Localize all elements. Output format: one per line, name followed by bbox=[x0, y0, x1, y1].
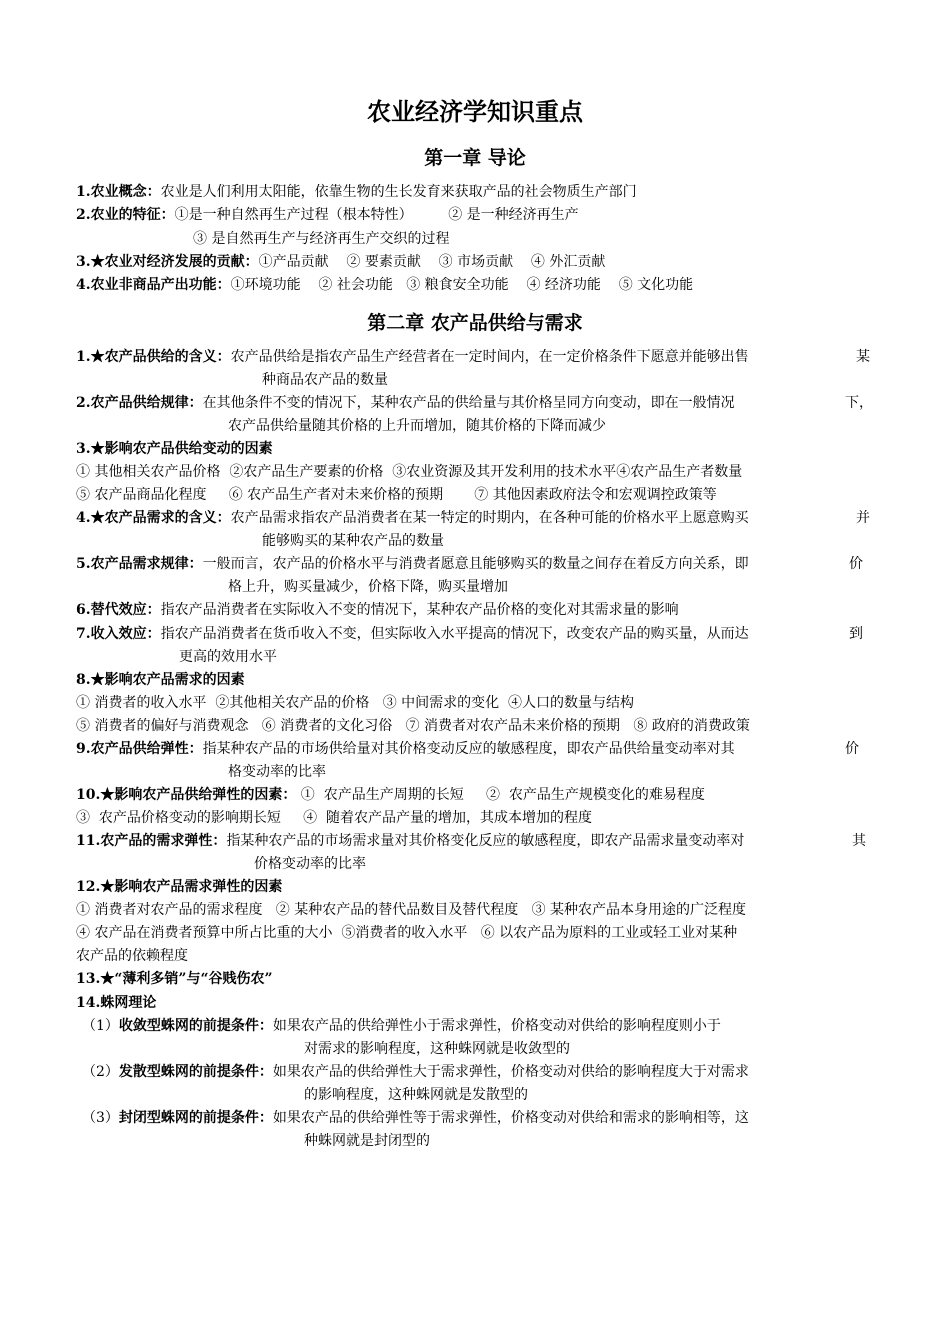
item-supply-elasticity-cont: 格变动率的比率 bbox=[228, 764, 326, 780]
item-demand-meaning: 4.★农产品需求的含义：农产品需求指农产品消费者在某一特定的时期内，在各种可能的价格水平上愿意购买 bbox=[76, 510, 749, 526]
item-cobweb-divergent: （2）发散型蛛网的前提条件：如果农产品的供给弹性大于需求弹性，价格变动对供给的影响程度大于对需求 bbox=[82, 1064, 749, 1080]
item-supply-elasticity-factors-line2: ③ 农产品价格变动的影响期长短 ④ 随着农产品产量的增加，其成本增加的程度 bbox=[76, 810, 593, 826]
item-demand-elasticity: 11.农产品的需求弹性：指某种农产品的市场需求量对其价格变化反应的敏感程度，即农产品需求量变动率对 bbox=[76, 833, 745, 849]
chapter-2-heading: 第二章 农产品供给与需求 bbox=[367, 312, 583, 334]
item-supply-elasticity-factors: 10.★影响农产品供给弹性的因素： ① 农产品生产周期的长短 ② 农产品生产规模变化的难易程度 bbox=[76, 787, 705, 803]
item-supply-factors-line2: ⑤ 农产品商品化程度 ⑥ 农产品生产者对未来价格的预期 ⑦ 其他因素政府法令和宏观调控政策等 bbox=[76, 487, 717, 503]
item-non-commodity-functions: 4.农业非商品产出功能：①环境功能 ② 社会功能 ③ 粮食安全功能 ④ 经济功能 ⑤ 文化功能 bbox=[76, 277, 694, 293]
chapter-1-heading: 第一章 导论 bbox=[424, 147, 526, 169]
item-agri-concept: 1.农业概念：农业是人们利用太阳能，依靠生物的生长发育来获取产品的社会物质生产部门 bbox=[76, 184, 637, 200]
item-demand-elasticity-factors-line1: ① 消费者对农产品的需求程度 ② 某种农产品的替代品数目及替代程度 ③ 某种农产品本身用途的广泛程度 bbox=[76, 902, 747, 918]
item-supply-law-cont: 农产品供给量随其价格的上升而增加，随其价格的下降而减少 bbox=[228, 418, 606, 434]
item-supply-meaning-tail: 某 bbox=[856, 349, 870, 365]
item-demand-factors-line2: ⑤ 消费者的偏好与消费观念 ⑥ 消费者的文化习俗 ⑦ 消费者对农产品未来价格的预期 ⑧ 政府的消费政策 bbox=[76, 718, 750, 734]
item-demand-law-cont: 格上升，购买量减少，价格下降，购买量增加 bbox=[228, 579, 508, 595]
item-demand-meaning-tail: 并 bbox=[856, 510, 870, 526]
item-agri-features: 2.农业的特征：①是一种自然再生产过程（根本特性） ② 是一种经济再生产 bbox=[76, 207, 579, 223]
item-demand-meaning-cont: 能够购买的某种农产品的数量 bbox=[262, 533, 444, 549]
item-demand-elasticity-cont: 价格变动率的比率 bbox=[254, 856, 366, 872]
item-cobweb-closed: （3）封闭型蛛网的前提条件：如果农产品的供给弹性等于需求弹性，价格变动对供给和需求的影响相等，这 bbox=[82, 1110, 749, 1126]
page-title: 农业经济学知识重点 bbox=[367, 97, 583, 126]
item-demand-elasticity-factors-heading: 12.★影响农产品需求弹性的因素 bbox=[76, 879, 283, 895]
item-demand-law: 5.农产品需求规律：一般而言，农产品的价格水平与消费者愿意且能够购买的数量之间存在着反方向关系，即 bbox=[76, 556, 749, 572]
item-supply-elasticity: 9.农产品供给弹性：指某种农产品的市场供给量对其价格变动反应的敏感程度，即农产品供给量变动率对其 bbox=[76, 741, 735, 757]
item-agri-contribution: 3.★农业对经济发展的贡献：①产品贡献 ② 要素贡献 ③ 市场贡献 ④ 外汇贡献 bbox=[76, 254, 606, 270]
item-income-effect: 7.收入效应：指农产品消费者在货币收入不变，但实际收入水平提高的情况下，改变农产品的购买量，从而达 bbox=[76, 626, 749, 642]
item-supply-elasticity-tail: 价 bbox=[845, 741, 859, 757]
item-cobweb-heading: 14.蛛网理论 bbox=[76, 995, 157, 1011]
item-demand-law-tail: 价 bbox=[849, 556, 863, 572]
item-demand-elasticity-tail: 其 bbox=[852, 833, 866, 849]
item-cobweb-convergent-cont: 对需求的影响程度，这种蛛网就是收敛型的 bbox=[304, 1041, 570, 1057]
item-supply-law-tail: 下， bbox=[845, 395, 873, 411]
item-substitution-effect: 6.替代效应：指农产品消费者在实际收入不变的情况下，某种农产品价格的变化对其需求量的影响 bbox=[76, 602, 679, 618]
item-supply-meaning-cont: 种商品农产品的数量 bbox=[262, 372, 388, 388]
item-demand-factors-heading: 8.★影响农产品需求的因素 bbox=[76, 672, 245, 688]
item-supply-factors-line1: ① 其他相关农产品价格 ②农产品生产要素的价格 ③农业资源及其开发利用的技术水平④农产品生产者数量 bbox=[76, 464, 743, 480]
item-cobweb-closed-cont: 种蛛网就是封闭型的 bbox=[304, 1133, 430, 1149]
item-cobweb-divergent-cont: 的影响程度，这种蛛网就是发散型的 bbox=[304, 1087, 528, 1103]
item-thin-profit: 13.★“薄利多销”与“谷贱伤农” bbox=[76, 971, 273, 987]
item-cobweb-convergent: （1）收敛型蛛网的前提条件：如果农产品的供给弹性小于需求弹性，价格变动对供给的影响程度则小于 bbox=[82, 1018, 721, 1034]
item-supply-factors-heading: 3.★影响农产品供给变动的因素 bbox=[76, 441, 273, 457]
item-income-effect-cont: 更高的效用水平 bbox=[179, 649, 277, 665]
item-supply-meaning: 1.★农产品供给的含义：农产品供给是指农产品生产经营者在一定时间内，在一定价格条件下愿意并能够出售 bbox=[76, 349, 749, 365]
item-demand-factors-line1: ① 消费者的收入水平 ②其他相关农产品的价格 ③ 中间需求的变化 ④人口的数量与结构 bbox=[76, 695, 635, 711]
item-supply-law: 2.农产品供给规律：在其他条件不变的情况下，某种农产品的供给量与其价格呈同方向变动，即在一般情况 bbox=[76, 395, 735, 411]
item-income-effect-tail: 到 bbox=[849, 626, 863, 642]
item-demand-elasticity-factors-line2: ④ 农产品在消费者预算中所占比重的大小 ⑤消费者的收入水平 ⑥ 以农产品为原料的工业或轻工业对某种 bbox=[76, 925, 738, 941]
item-demand-elasticity-factors-line3: 农产品的依赖程度 bbox=[76, 948, 188, 964]
item-agri-features-cont: ③ 是自然再生产与经济再生产交织的过程 bbox=[193, 231, 450, 247]
